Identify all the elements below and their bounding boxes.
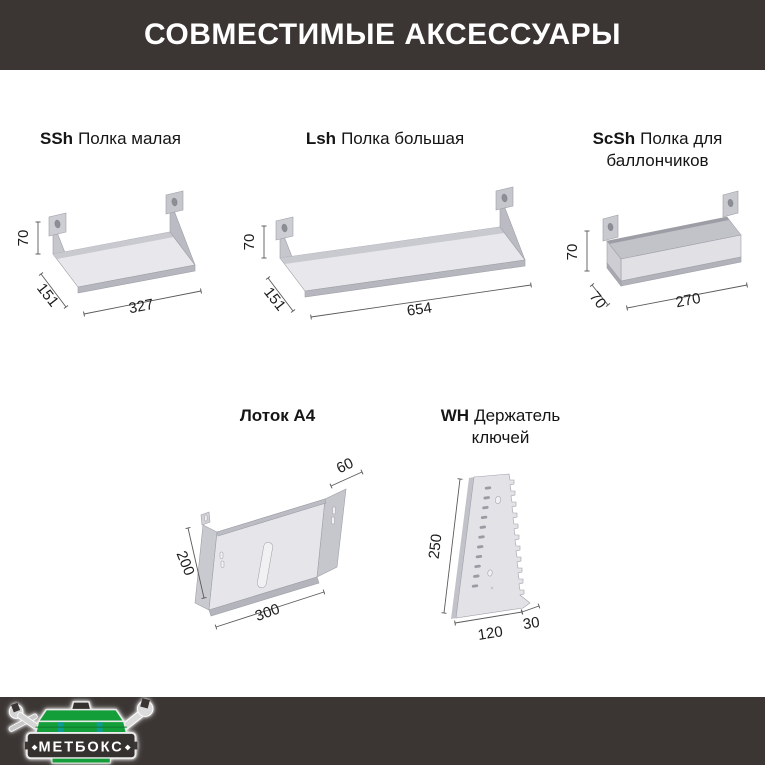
dim-length: 327 [127,295,156,318]
dim-depth: 151 [260,284,289,315]
can-shelf-shape [603,191,741,286]
drawing-can-shelf [555,186,760,344]
a4-tray-shape [195,489,346,616]
dim-depth: 70 [585,288,610,313]
product-code: ScSh [592,129,636,148]
product-label [230,128,540,150]
product-code: Lsh [305,129,337,148]
metbox-logo [2,698,170,764]
dim-length: 270 [674,289,703,312]
brand-plaque [25,733,138,763]
dim-length: 120 [476,623,504,644]
big-shelf-shape [276,187,525,297]
product-code: Лоток А4 [239,406,316,425]
product-card-scsh [555,128,760,360]
keyhole-slot [221,561,224,568]
mounting-slot [333,507,336,514]
dim-height: 250 [425,532,446,560]
product-label [8,128,213,150]
mounting-slot [205,515,208,521]
key-holder-shape [451,474,530,619]
dim-height: 70 [15,229,32,247]
product-card-a4-tray [165,405,395,655]
dim-height: 70 [564,243,581,261]
product-name: Держатель ключей [471,406,561,447]
drawing-key-holder [408,455,593,657]
toolbox-icon [36,702,127,734]
keyhole-slot [220,552,223,559]
product-card-ssh [8,128,213,360]
small-shelf-shape [49,191,195,293]
product-name: Полка большая [341,129,465,148]
page-title: СОВМЕСТИМЫЕ АКСЕССУАРЫ [143,18,622,51]
product-name: Полка малая [78,129,181,148]
dim-depth: 30 [521,613,541,634]
dim-depth: 60 [333,455,357,478]
product-label [568,128,748,172]
drawing-big-shelf [230,186,540,344]
brand-name: МЕТБОКС [38,739,124,756]
mounting-slot [332,517,335,524]
dim-length: 300 [252,600,283,626]
rivet-dot [491,587,494,590]
header [0,0,765,70]
product-card-wh [408,405,593,657]
drawing-a4-tray [165,455,395,655]
product-card-lsh [230,128,540,360]
crossed-tools-icon [8,703,39,732]
product-label [416,405,586,449]
product-code: WH [440,406,470,425]
drawing-small-shelf [8,186,213,344]
dim-height: 200 [172,548,198,579]
dim-length: 654 [405,299,433,320]
product-name: Полка для баллончиков [606,129,723,170]
dim-depth: 151 [33,280,62,311]
product-code: SSh [40,129,74,148]
dim-height: 70 [241,233,258,251]
product-label [165,405,395,427]
